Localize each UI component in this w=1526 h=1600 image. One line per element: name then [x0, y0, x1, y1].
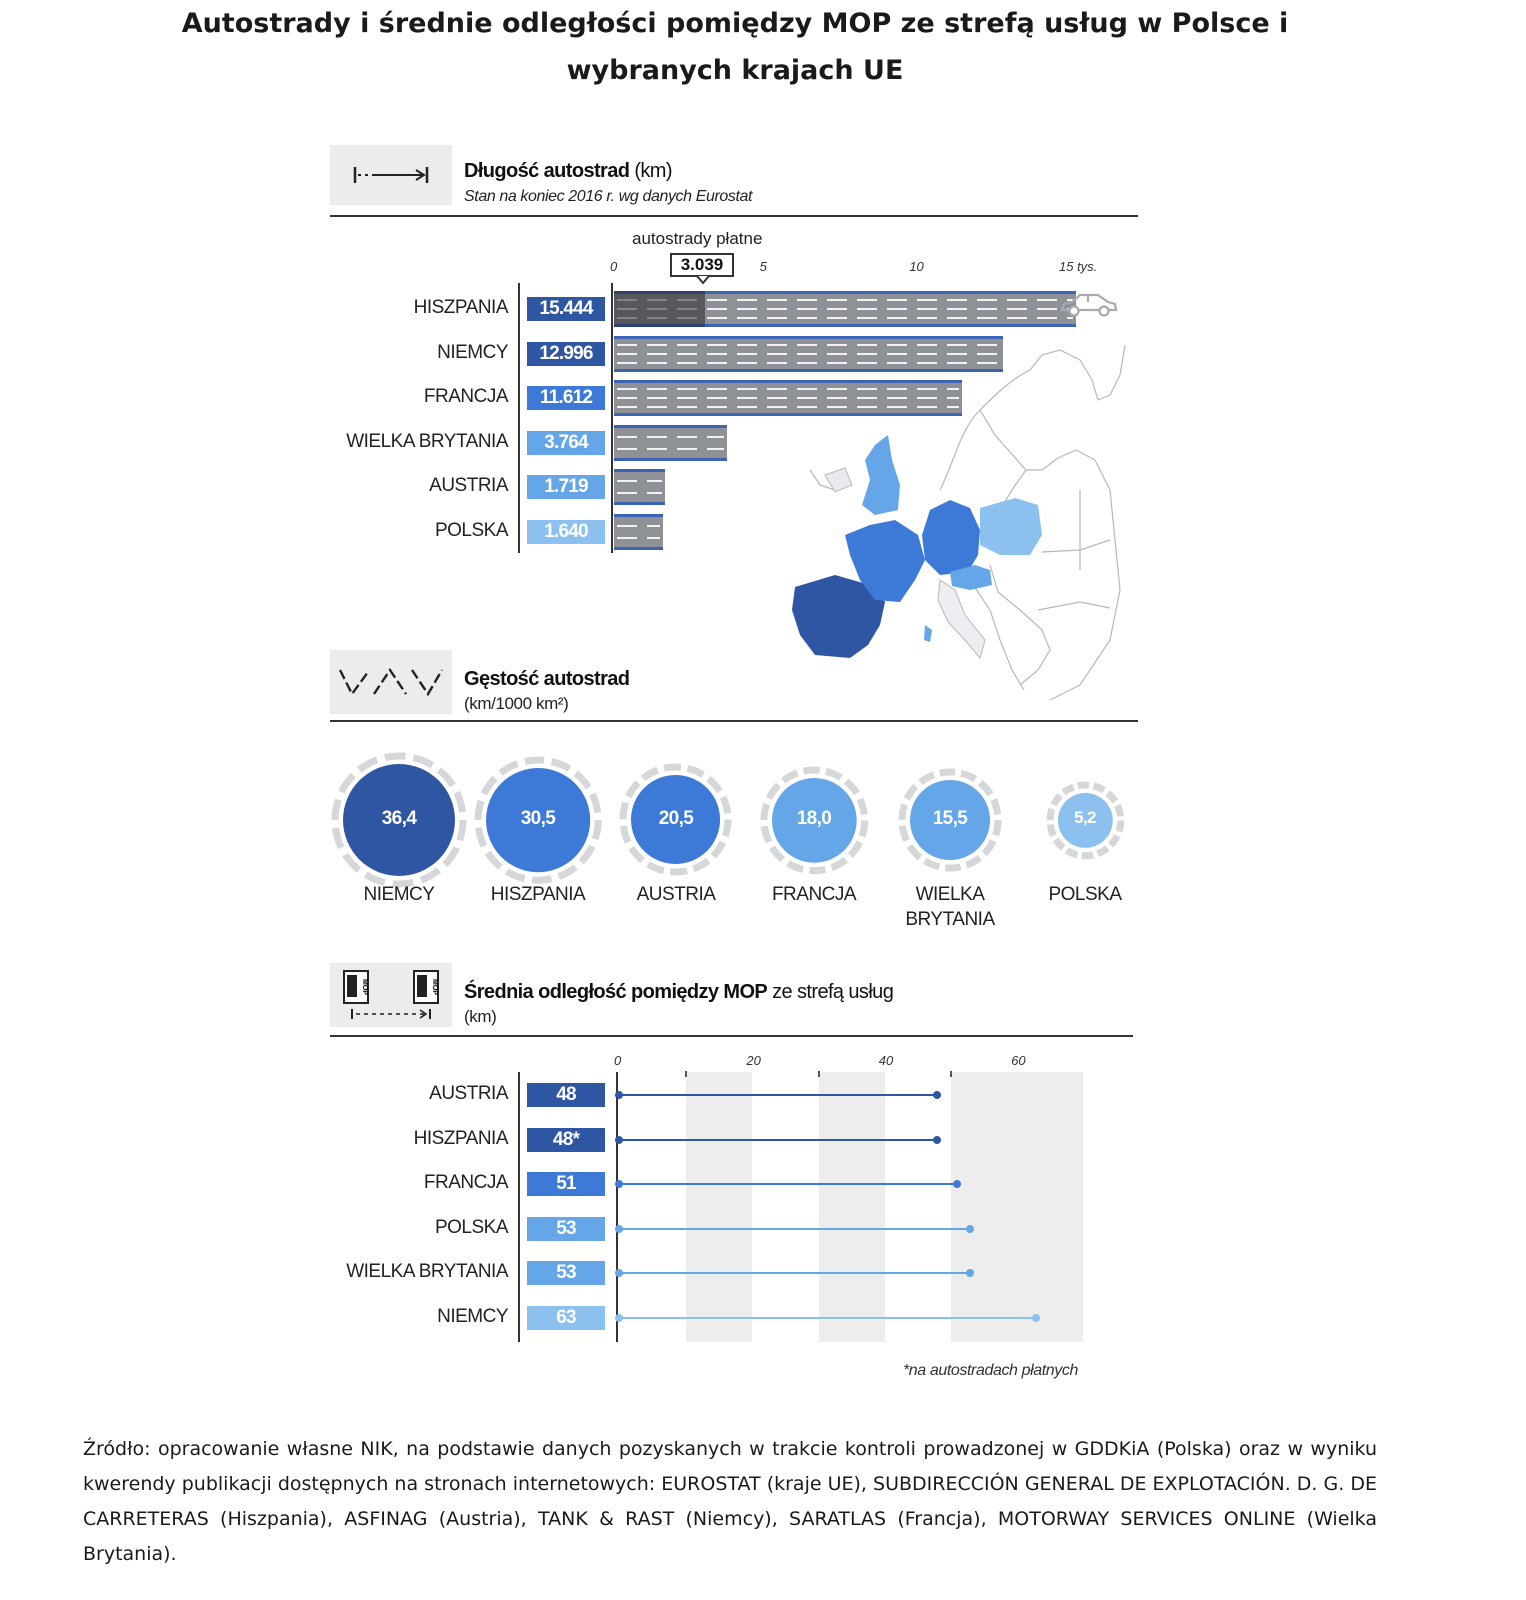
paid-motorways-bar [614, 291, 705, 327]
mop-bar-start-dot [615, 1314, 623, 1322]
density-country-line: FRANCJA [771, 884, 857, 905]
road-lane-marking [617, 362, 1000, 364]
mop-bar-end-dot [953, 1180, 961, 1188]
page-title: Autostrady i średnie odległości pomiędzy MOP ze strefą usług w Polsce i wybranych krajach UE [181, 8, 1289, 86]
mop-bar-line [619, 1139, 937, 1141]
density-bubble [470, 752, 606, 888]
mop-minor-tick [818, 1071, 820, 1077]
length-tick-label: 0 [610, 259, 618, 274]
road-lane-marking [617, 436, 724, 438]
length-row-label: FRANCJA [423, 386, 508, 408]
road-lane-marking [617, 397, 959, 399]
length-tick-label: 10 [909, 259, 924, 274]
mop-row-label: AUSTRIA [429, 1083, 508, 1104]
road-edge [614, 502, 665, 505]
density-country-label [880, 882, 1020, 932]
road-lane-marking [617, 537, 660, 539]
svg-text:MOP: MOP [431, 979, 438, 995]
density-value: 36,4 [381, 808, 417, 829]
road-edge [614, 380, 962, 383]
mop-grid-band [819, 1072, 885, 1342]
mop-tick-label: 20 [746, 1053, 761, 1068]
density-bubble [615, 759, 736, 880]
density-country-label [468, 882, 608, 907]
density-country-label [329, 882, 469, 907]
density-bubble [894, 764, 1006, 876]
source-text: Źródło: opracowanie własne NIK, na podstawie danych pozyskanych w trakcie kontroli prowadzonej w GDDKiA (Polska) oraz w wyniku kwerendy publikacji dostępnych na stronach internetowych: EUROSTAT (kraje UE), SUBDIRECCIÓN GENERAL DE EXPLOTACIÓN. D. G. DE CARRETERAS (Hiszpania), ASFINAG (Austria), TANK & RAST (Niemcy), SARATLAS (Francja), MOTORWAY SERVICES ONLINE (Wielka Brytania). [83, 1438, 1377, 1565]
mop-grid-band [686, 1072, 752, 1342]
road-lane-marking [617, 448, 724, 450]
road-lane-marking [617, 492, 662, 494]
mop-value-badge: 48* [527, 1128, 605, 1152]
density-value: 30,5 [520, 807, 556, 829]
length-bar [614, 425, 727, 461]
length-value-badge: 15.444 [527, 297, 605, 321]
road-lane-marking [617, 353, 1000, 355]
footnote: *na autostradach płatnych [902, 1362, 1078, 1379]
road-edge [614, 425, 727, 428]
length-bar [614, 514, 663, 550]
mop-bar-end-dot [1032, 1314, 1040, 1322]
length-bar [614, 291, 1076, 327]
density-country-line: HISZPANIA [490, 884, 586, 905]
mop-grid-band [1017, 1072, 1083, 1342]
density-country-label [744, 882, 884, 907]
mop-tick-label: 40 [878, 1053, 894, 1068]
length-tick-label: 5 [759, 259, 767, 274]
section1-heading: Długość autostrad (km) [464, 160, 672, 182]
mop-bar-line [619, 1272, 970, 1274]
road-lane-marking [617, 406, 959, 408]
road-edge [614, 469, 665, 472]
road-lane-marking [617, 388, 959, 390]
length-row-label: WIELKA BRYTANIA [346, 430, 508, 452]
mop-bar-line [619, 1228, 970, 1230]
density-bubble [327, 748, 471, 892]
mop-tick-label: 60 [1011, 1053, 1026, 1068]
map-poland [980, 498, 1042, 555]
mop-row-label: WIELKA BRYTANIA [346, 1261, 508, 1283]
density-value: 20,5 [658, 807, 694, 829]
mop-minor-tick [950, 1071, 952, 1077]
distance-arrow-icon [330, 145, 452, 205]
density-country-label [1015, 882, 1155, 907]
road-lane-marking [617, 525, 660, 527]
road-edge [614, 547, 663, 550]
length-bar-axis [611, 283, 613, 553]
section2-divider [330, 720, 1138, 722]
length-value-badge: 1.640 [527, 520, 605, 544]
mop-grid-band [951, 1072, 1017, 1342]
paid-motorways-label: autostrady płatne [632, 229, 763, 248]
density-value: 18,0 [796, 807, 832, 829]
length-bar [614, 336, 1003, 372]
map-uk [862, 435, 900, 515]
length-tick-label: 15 tys. [1059, 259, 1098, 274]
mop-bar-line [619, 1094, 937, 1096]
section1-divider [330, 215, 1138, 217]
road-lane-marking [617, 344, 1000, 346]
density-value: 5,2 [1074, 807, 1096, 827]
length-label-axis [518, 283, 520, 553]
length-row-label: AUSTRIA [429, 475, 508, 497]
length-row-label: POLSKA [434, 520, 508, 541]
mop-row-label: HISZPANIA [413, 1127, 508, 1149]
section2-subtitle: (km/1000 km²) [464, 694, 569, 713]
mop-bar-start-dot [615, 1180, 623, 1188]
mop-value-badge: 63 [527, 1306, 605, 1330]
road-edge [614, 458, 727, 461]
road-edge [614, 413, 962, 416]
section3-subtitle: (km) [464, 1007, 497, 1026]
length-bar [614, 469, 665, 505]
mop-fuel-station-icon [330, 963, 452, 1027]
road-lane-marking [617, 480, 662, 482]
length-bar [614, 380, 962, 416]
length-value-badge: 12.996 [527, 342, 605, 366]
length-value-badge: 11.612 [527, 386, 605, 410]
map-germany [922, 500, 980, 575]
mop-value-badge: 48 [527, 1083, 605, 1107]
mop-minor-tick [685, 1071, 687, 1077]
length-row-label: NIEMCY [437, 341, 508, 363]
density-country-line: AUSTRIA [636, 884, 716, 905]
mop-bar-start-dot [615, 1225, 623, 1233]
road-edge [614, 369, 1003, 372]
density-value: 15,5 [932, 807, 968, 829]
mop-bar-axis [616, 1072, 618, 1342]
mop-bar-end-dot [966, 1225, 974, 1233]
density-bubble [756, 762, 873, 879]
mop-row-label: FRANCJA [423, 1172, 508, 1194]
section3-divider [330, 1035, 1133, 1037]
road-edge [614, 514, 663, 517]
mop-row-label: NIEMCY [437, 1306, 508, 1327]
section3-heading: Średnia odległość pomiędzy MOP ze strefą usług [464, 981, 894, 1003]
mop-bar-line [619, 1183, 957, 1185]
length-value-badge: 3.764 [527, 431, 605, 455]
svg-text:MOP: MOP [361, 979, 368, 995]
road-edge [614, 336, 1003, 339]
section2-heading: Gęstość autostrad [464, 668, 630, 690]
mop-bar-end-dot [933, 1136, 941, 1144]
mop-tick-label: 0 [614, 1053, 622, 1068]
mop-value-badge: 53 [527, 1261, 605, 1285]
section1-subtitle: Stan na koniec 2016 r. wg danych Eurostat [464, 188, 753, 205]
density-country-line: NIEMCY [363, 884, 435, 905]
mop-bar-start-dot [615, 1091, 623, 1099]
mop-value-badge: 53 [527, 1217, 605, 1241]
length-row-label: HISZPANIA [413, 297, 508, 318]
density-country-line: POLSKA [1048, 884, 1122, 905]
density-country-line: BRYTANIA [905, 909, 995, 930]
mop-value-badge: 51 [527, 1172, 605, 1196]
fuel-pump-icon [344, 971, 438, 1003]
density-bubble [1042, 777, 1129, 864]
paid-motorways-value: 3.039 [670, 253, 734, 277]
mop-bar-end-dot [933, 1091, 941, 1099]
density-country-line: WIELKA [915, 884, 985, 905]
mop-label-axis [518, 1072, 520, 1342]
mop-bar-start-dot [615, 1269, 623, 1277]
length-value-badge: 1.719 [527, 475, 605, 499]
winding-road-icon [330, 650, 452, 714]
mop-bar-start-dot [615, 1136, 623, 1144]
mop-bar-line [619, 1317, 1036, 1319]
car-icon [1058, 292, 1118, 318]
mop-row-label: POLSKA [434, 1216, 508, 1238]
paid-motorways-pointer [696, 276, 710, 286]
density-country-label [606, 882, 746, 907]
